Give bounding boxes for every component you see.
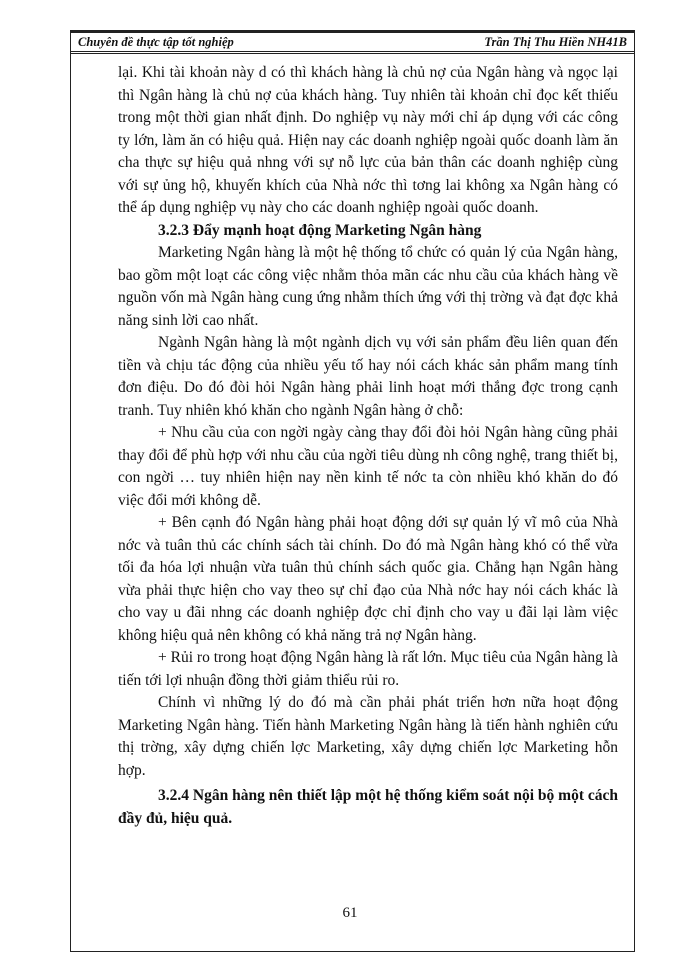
page-header bbox=[70, 30, 635, 54]
document-body bbox=[118, 62, 618, 830]
page-number: 61 bbox=[342, 905, 358, 921]
paragraph-continued: lại. Khi tài khoản này d có thì khách hàng là chủ nợ của Ngân hàng và ngọc lại thì Ngân hàng là chủ nợ của khách hàng. Tuy nhiên tài khoản chỉ đọc kết thiếu trong một thời gian nhất định. Do nghiệp vụ này mới chỉ áp dụng với các công ty lớn, làm ăn có hiệu quả. Hiện nay các doanh nghiệp ngoài quốc doanh làm ăn cha thực sự hiệu quả nhng với sự nỗ lực của bản thân các doanh nghiệp cùng với sự ủng hộ, khuyến khích của Nhà nớc thì tơng lai không xa Ngân hàng có thể áp dụng nghiệp vụ này cho các doanh nghiệp ngoài quốc doanh. bbox=[118, 64, 618, 216]
paragraph: Chính vì những lý do đó mà cần phải phát triển hơn nữa hoạt động Marketing Ngân hàng. Tiến hành Marketing Ngân hàng là tiến hành nghiên cứu thị trờng, xây dựng chiến lợc Marketing, xây dựng chiến lợc Marketing hỗn hợp. bbox=[118, 694, 618, 779]
section-heading-3-2-3: 3.2.3 Đẩy mạnh hoạt động Marketing Ngân hàng bbox=[158, 221, 482, 239]
paragraph: Marketing Ngân hàng là một hệ thống tổ chức có quản lý của Ngân hàng, bao gồm một loạt các công việc nhằm thỏa mãn các nhu cầu của khách hàng về nguồn vốn mà Ngân hàng cung ứng nhằm thích ứng với thị trờng và đạt đợc khả năng sinh lời cao nhất. bbox=[118, 244, 618, 329]
header-author: Trần Thị Thu Hiền NH41B bbox=[484, 35, 627, 49]
header-title: Chuyên đề thực tập tốt nghiệp bbox=[78, 35, 234, 49]
paragraph: Ngành Ngân hàng là một ngành dịch vụ với sản phẩm đều liên quan đến tiền và chịu tác động của nhiều yếu tố hay nói cách khác sản phẩm mang tính đơn điệu. Do đó đòi hỏi Ngân hàng phải linh hoạt mới thắng đợc trong cạnh tranh. Tuy nhiên khó khăn cho ngành Ngân hàng ở chỗ: bbox=[118, 334, 618, 419]
bullet-paragraph: + Nhu cầu của con ngời ngày càng thay đổi đòi hỏi Ngân hàng cũng phải thay đổi để phù hợp với nhu cầu của ngời tiêu dùng nh công nghệ, trang thiết bị, con ngời … tuy nhiên hiện nay nền kinh tế nớc ta còn nhiều khó khăn do đó việc đổi mới không dễ. bbox=[118, 424, 618, 509]
bullet-paragraph: + Bên cạnh đó Ngân hàng phải hoạt động dới sự quản lý vĩ mô của Nhà nớc và tuân thủ các chính sách tài chính. Do đó mà Ngân hàng khó có thể vừa tối đa hóa lợi nhuận vừa tuân thủ chính sách quốc gia. Chẳng hạn Ngân hàng vừa phải thực hiện cho vay theo sự chỉ đạo của Nhà nớc hay nói cách khác là cho vay u đãi nhng các doanh nghiệp đợc chỉ định cho vay u đãi lại làm việc không hiệu quả nên không có khả năng trả nợ Ngân hàng. bbox=[118, 514, 618, 644]
section-heading-3-2-4: 3.2.4 Ngân hàng nên thiết lập một hệ thống kiểm soát nội bộ một cách đầy đủ, hiệu quả. bbox=[118, 787, 618, 827]
bullet-paragraph: + Rủi ro trong hoạt động Ngân hàng là rất lớn. Mục tiêu của Ngân hàng là tiến tới lợi nhuận đồng thời giảm thiểu rủi ro. bbox=[118, 649, 618, 689]
